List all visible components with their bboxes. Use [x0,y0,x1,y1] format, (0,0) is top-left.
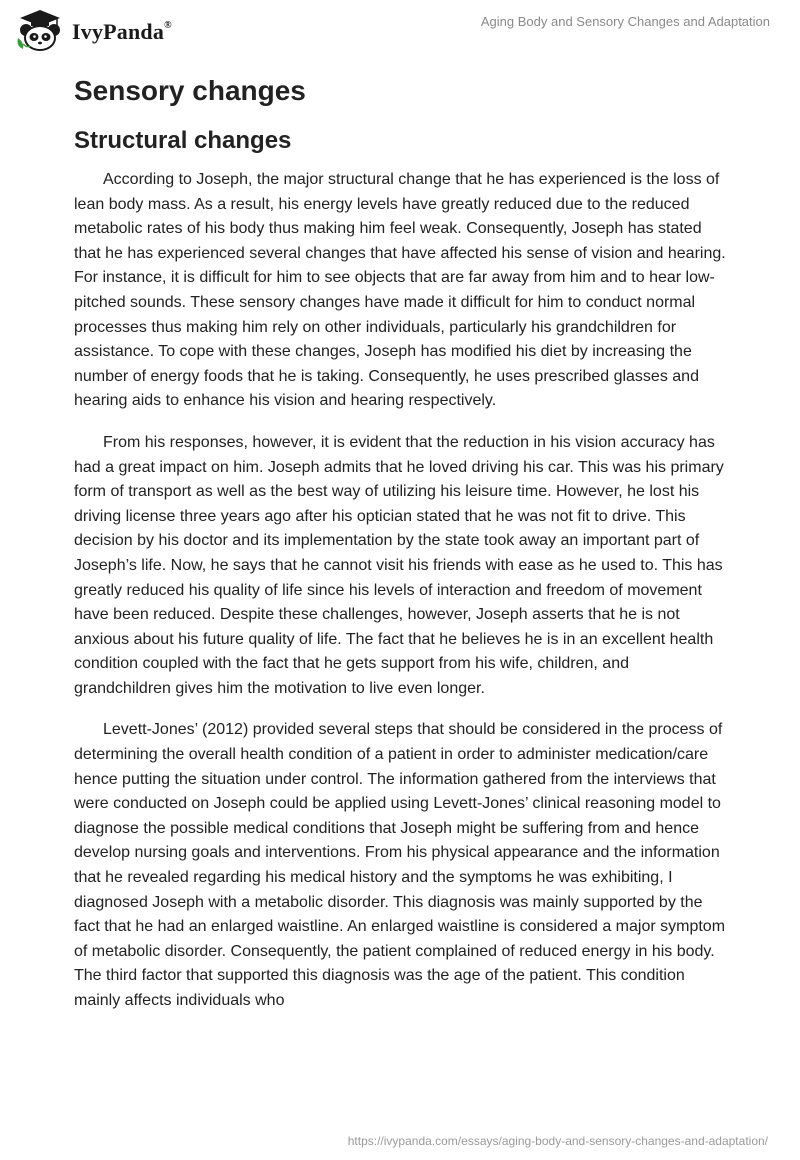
subsection-heading: Structural changes [74,127,292,154]
source-url[interactable]: https://ivypanda.com/essays/aging-body-and-sensory-changes-and-adaptation/ [347,1134,768,1148]
paragraph: From his responses, however, it is evident that the reduction in his vision accuracy has had a great impact on him. Joseph admits that he loved driving his car. This was his primary form of transport as well as the best way of utilizing his leisure time. However, he lost his driving license three years ago after his optician stated that he was not fit to drive. This decision by his doctor and its implementation by the state took away an important part of Joseph’s life. Now, he says that he cannot visit his friends with ease as he used to. This has greatly reduced his quality of life since his levels of interaction and freedom of movement have been reduced. Despite these challenges, however, Joseph asserts that he is not anxious about his future quality of life. The fact that he believes he is in an excellent health condition coupled with the fact that he gets support from his wife, children, and grandchildren gives him the motivation to live even longer. [74,433,724,697]
article-body [74,70,726,1031]
brand-logo[interactable] [14,8,172,52]
document-title: Aging Body and Sensory Changes and Adaptation [480,14,770,29]
panda-logo-icon [14,8,66,52]
paragraph: Levett-Jones’ (2012) provided several steps that should be considered in the process of determining the overall health condition of a patient in order to administer medication/care hence putting the situation under control. The information gathered from the interviews that were conducted on Joseph could be applied using Levett-Jones’ clinical reasoning model to diagnose the possible medical conditions that Joseph might be suffering from and hence develop nursing goals and interventions. From his physical appearance and the information that he revealed regarding his medical history and the symptoms he was exhibiting, I diagnosed Joseph with a metabolic disorder. This diagnosis was mainly supported by the fact that he had an enlarged waistline. An enlarged waistline is considered a major symptom of metabolic disorder. Consequently, the patient complained of reduced energy in his body. The third factor that supported this diagnosis was the age of the patient. This condition mainly affects individuals who [74,721,726,1009]
brand-name: IvyPanda® [72,19,172,44]
section-heading: Sensory changes [74,75,306,106]
paragraph: According to Joseph, the major structural change that he has experienced is the loss of lean body mass. As a result, his energy levels have greatly reduced due to the reduced metabolic rates of his body thus making him feel weak. Consequently, Joseph has stated that he has experienced several changes that have affected his sense of vision and hearing. For instance, it is difficult for him to see objects that are far away from him and to hear low-pitched sounds. These sensory changes have made it difficult for him to conduct normal processes thus making him rely on other individuals, particularly his grandchildren for assistance. To cope with these changes, Joseph has modified his diet by increasing the number of energy foods that he is taking. Consequently, he uses prescribed glasses and hearing aids to enhance his vision and hearing respectively. [74,171,726,410]
